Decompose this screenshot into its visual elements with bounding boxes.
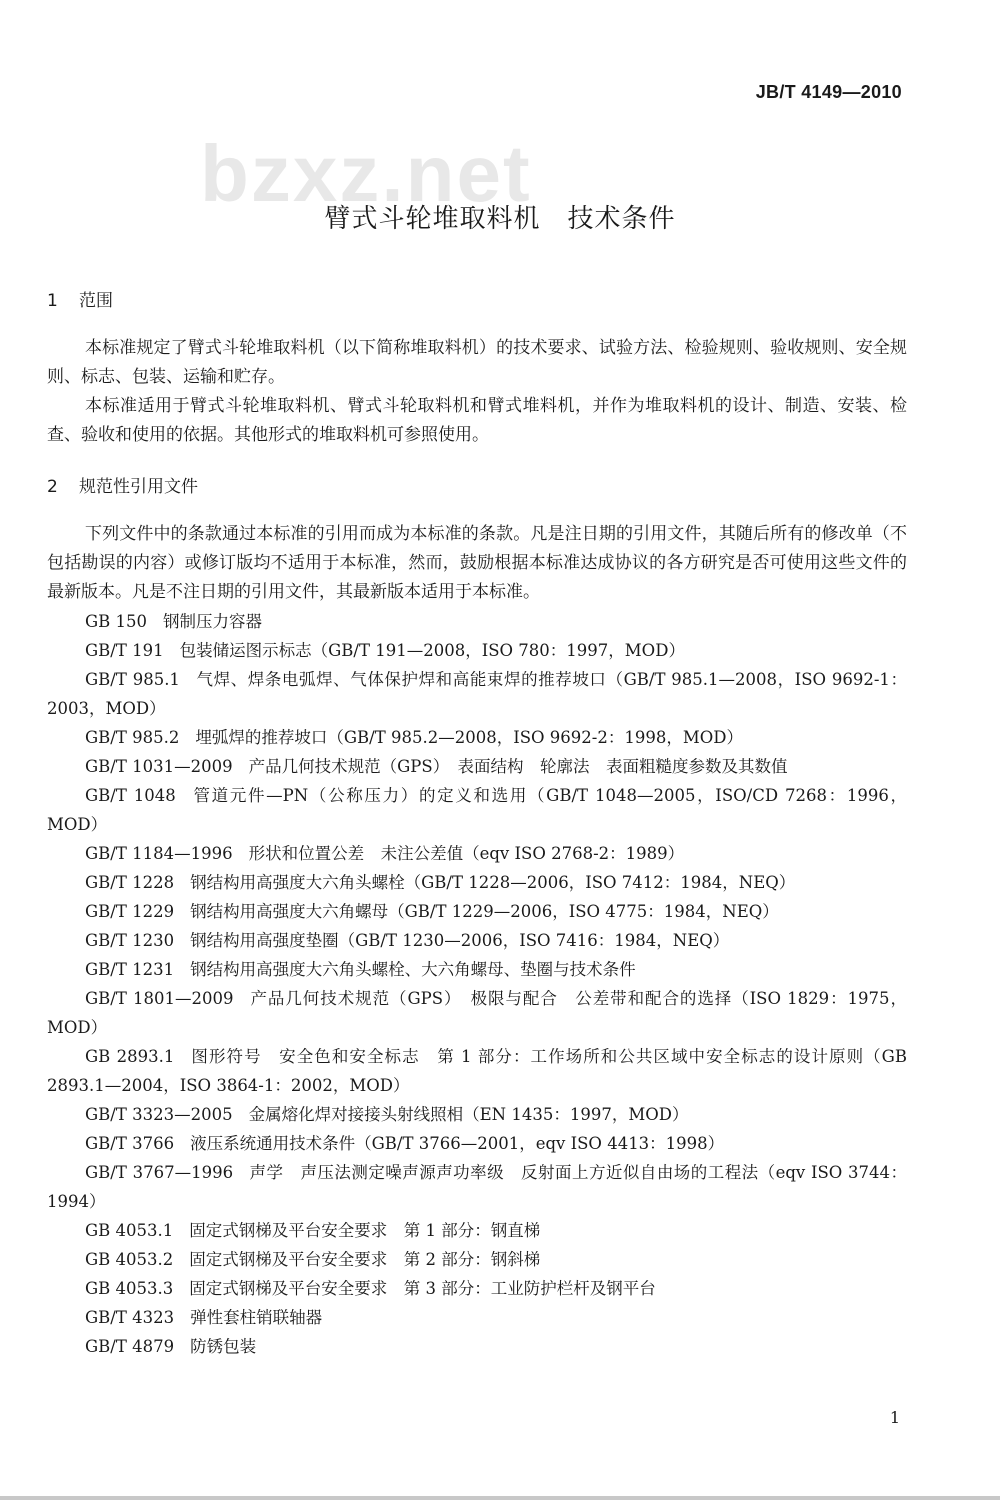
reference-title: 固定式钢梯及平台安全要求 第 1 部分：钢直梯 xyxy=(189,1221,541,1240)
reference-item xyxy=(47,1216,907,1245)
reference-list xyxy=(47,607,907,1361)
reference-title: 液压系统通用技术条件（GB/T 3766—2001，eqv ISO 4413：1998） xyxy=(190,1134,725,1153)
document-body xyxy=(47,286,907,1361)
section-heading xyxy=(47,472,907,502)
reference-title: 固定式钢梯及平台安全要求 第 3 部分：工业防护栏杆及钢平台 xyxy=(189,1279,656,1298)
reference-code: GB 4053.2 xyxy=(85,1250,174,1269)
reference-item xyxy=(47,897,907,926)
section-title: 范围 xyxy=(79,291,113,311)
standard-number: JB/T 4149—2010 xyxy=(755,82,902,102)
reference-title: 钢结构用高强度大六角螺母（GB/T 1229—2006，ISO 4775：1984，NEQ） xyxy=(190,902,779,921)
reference-code: GB/T 1229 xyxy=(85,902,175,921)
reference-code: GB/T 1031—2009 xyxy=(85,757,233,776)
reference-item xyxy=(47,723,907,752)
reference-code: GB/T 4323 xyxy=(85,1308,175,1327)
reference-code: GB/T 4879 xyxy=(85,1337,175,1356)
reference-code: GB/T 1228 xyxy=(85,873,175,892)
reference-title: 声学 声压法测定噪声源声功率级 反射面上方近似自由场的工程法（eqv ISO 3744：1994） xyxy=(47,1163,907,1211)
reference-item xyxy=(47,1332,907,1361)
paragraph: 本标准适用于臂式斗轮堆取料机、臂式斗轮取料机和臂式堆料机，并作为堆取料机的设计、制造、安装、检查、验收和使用的依据。其他形式的堆取料机可参照使用。 xyxy=(47,396,907,445)
reference-item xyxy=(47,1100,907,1129)
reference-title: 气焊、焊条电弧焊、气体保护焊和高能束焊的推荐坡口（GB/T 985.1—2008，ISO 9692-1：2003，MOD） xyxy=(47,670,907,718)
document-title: 臂式斗轮堆取料机 技术条件 xyxy=(324,204,676,234)
reference-item xyxy=(47,1274,907,1303)
reference-title: 金属熔化焊对接接头射线照相（EN 1435：1997，MOD） xyxy=(248,1105,689,1124)
reference-item xyxy=(47,781,907,839)
reference-code: GB 150 xyxy=(85,612,148,631)
reference-code: GB/T 1801—2009 xyxy=(85,989,234,1008)
reference-code: GB 4053.1 xyxy=(85,1221,174,1240)
reference-code: GB/T 1231 xyxy=(85,960,175,979)
reference-title: 产品几何技术规范（GPS） 极限与配合 公差带和配合的选择（ISO 1829：1975，MOD） xyxy=(47,989,907,1037)
paragraph: 本标准规定了臂式斗轮堆取料机（以下简称堆取料机）的技术要求、试验方法、检验规则、验收规则、安全规则、标志、包装、运输和贮存。 xyxy=(47,338,907,387)
paragraph: 下列文件中的条款通过本标准的引用而成为本标准的条款。凡是注日期的引用文件，其随后所有的修改单（不包括勘误的内容）或修订版均不适用于本标准，然而，鼓励根据本标准达成协议的各方研究是否可使用这些文件的最新版本。凡是不注日期的引用文件，其最新版本适用于本标准。 xyxy=(47,524,907,602)
section-number: 2 xyxy=(47,477,58,497)
reference-item xyxy=(47,752,907,781)
reference-code: GB 4053.3 xyxy=(85,1279,174,1298)
reference-title: 钢结构用高强度大六角头螺栓、大六角螺母、垫圈与技术条件 xyxy=(190,960,636,979)
reference-title: 钢结构用高强度大六角头螺栓（GB/T 1228—2006，ISO 7412：1984，NEQ） xyxy=(190,873,796,892)
section-number: 1 xyxy=(47,291,58,311)
reference-code: GB/T 985.2 xyxy=(85,728,180,747)
reference-title: 管道元件—PN（公称压力）的定义和选用（GB/T 1048—2005，ISO/CD 7268：1996，MOD） xyxy=(47,786,907,834)
reference-item xyxy=(47,839,907,868)
reference-code: GB 2893.1 xyxy=(85,1047,175,1066)
page-number: 1 xyxy=(889,1408,900,1427)
reference-code: GB/T 3323—2005 xyxy=(85,1105,233,1124)
reference-title: 防锈包装 xyxy=(190,1337,257,1356)
reference-item xyxy=(47,1129,907,1158)
reference-item xyxy=(47,1303,907,1332)
reference-title: 埋弧焊的推荐坡口（GB/T 985.2—2008，ISO 9692-2：1998，MOD） xyxy=(195,728,744,747)
reference-item xyxy=(47,636,907,665)
reference-code: GB/T 1230 xyxy=(85,931,175,950)
reference-item xyxy=(47,984,907,1042)
reference-item xyxy=(47,1042,907,1100)
reference-title: 钢结构用高强度垫圈（GB/T 1230—2006，ISO 7416：1984，NEQ） xyxy=(190,931,730,950)
watermark: bzxz.net xyxy=(200,129,532,218)
page-edge xyxy=(0,1496,1000,1500)
reference-item xyxy=(47,607,907,636)
reference-item xyxy=(47,665,907,723)
reference-code: GB/T 1048 xyxy=(85,786,176,805)
reference-item xyxy=(47,868,907,897)
reference-code: GB/T 985.1 xyxy=(85,670,180,689)
reference-item xyxy=(47,955,907,984)
reference-item xyxy=(47,926,907,955)
reference-title: 图形符号 安全色和安全标志 第 1 部分：工作场所和公共区域中安全标志的设计原则（GB 2893.1—2004，ISO 3864-1：2002，MOD） xyxy=(47,1047,907,1095)
section-heading xyxy=(47,286,907,316)
reference-title: 形状和位置公差 未注公差值（eqv ISO 2768-2：1989） xyxy=(248,844,685,863)
reference-title: 包装储运图示标志（GB/T 191—2008，ISO 780：1997，MOD） xyxy=(179,641,685,660)
reference-title: 弹性套柱销联轴器 xyxy=(190,1308,323,1327)
section-title: 规范性引用文件 xyxy=(79,477,198,497)
reference-code: GB/T 3766 xyxy=(85,1134,175,1153)
reference-item xyxy=(47,1245,907,1274)
reference-code: GB/T 3767—1996 xyxy=(85,1163,234,1182)
reference-code: GB/T 191 xyxy=(85,641,164,660)
reference-code: GB/T 1184—1996 xyxy=(85,844,233,863)
reference-title: 固定式钢梯及平台安全要求 第 2 部分：钢斜梯 xyxy=(189,1250,541,1269)
reference-item xyxy=(47,1158,907,1216)
reference-title: 产品几何技术规范（GPS） 表面结构 轮廓法 表面粗糙度参数及其数值 xyxy=(248,757,788,776)
reference-title: 钢制压力容器 xyxy=(163,612,263,631)
